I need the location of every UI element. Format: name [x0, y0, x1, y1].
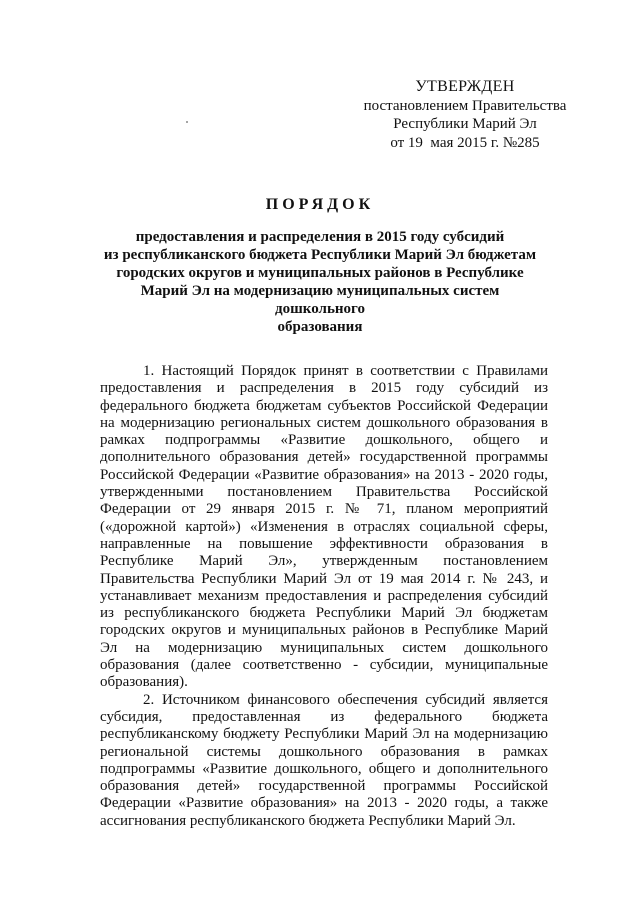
document-subtitle — [100, 228, 540, 336]
approval-stamp — [300, 78, 630, 152]
subtitle-line: Марий Эл на модернизацию муниципальных систем дошкольного — [140, 283, 500, 317]
approval-heading: УТВЕРЖДЕН — [415, 78, 515, 95]
paragraph-1: 1. Настоящий Порядок принят в соответствии с Правилами предоставления и распределения в 2015 году субсидий из федерального бюджета бюджетам субъектов Российской Федерации на модернизацию региональных систем дошкольного образования в рамках подпрограммы «Развитие дошкольного, общего и дополнительного образования детей» государственной программы Российской Федерации «Развитие образования» на 2013 - 2020 годы, утвержденными постановлением Правительства Российской Федерации от 29 января 2015 г. № 71, планом мероприятий («дорожной картой») «Изменения в отраслях социальной сферы, направленные на повышение эффективности образования в Республике Марий Эл», утвержденным постановлением Правительства Республики Марий Эл от 19 мая 2014 г. № 243, и устанавливает механизм предоставления и распределения субсидий из республиканского бюджета Республики Марий Эл бюджетам городских округов и муниципальных районов в Республике Марий Эл на модернизацию муниципальных систем дошкольного образования (далее соответственно - субсидии, муниципальные образования). — [100, 363, 548, 691]
scan-speck — [186, 121, 188, 123]
document-body — [100, 363, 548, 830]
paragraph-2: 2. Источником финансового обеспечения субсидий является субсидия, предоставленная из федерального бюджета республиканскому бюджету Республики Марий Эл на модернизацию региональной системы дошкольного образования в рамках подпрограммы «Развитие дошкольного, общего и дополнительного образования детей» государственной программы Российской Федерации «Развитие образования» на 2013 - 2020 годы, а также ассигнования республиканского бюджета Республики Марий Эл. — [100, 691, 548, 829]
subtitle-line: предоставления и распределения в 2015 году субсидий — [135, 229, 505, 245]
approval-date-line: от 19 мая 2015 г. №285 — [390, 134, 540, 151]
subtitle-line: образования — [277, 319, 363, 335]
subtitle-line: из республиканского бюджета Республики Марий Эл бюджетам — [103, 247, 537, 263]
subtitle-line: городских округов и муниципальных районов в Республике — [116, 265, 524, 281]
approval-by-line: постановлением Правительства — [363, 97, 567, 114]
document-title: ПОРЯДОК — [265, 196, 375, 213]
approval-republic-line: Республики Марий Эл — [393, 116, 537, 132]
